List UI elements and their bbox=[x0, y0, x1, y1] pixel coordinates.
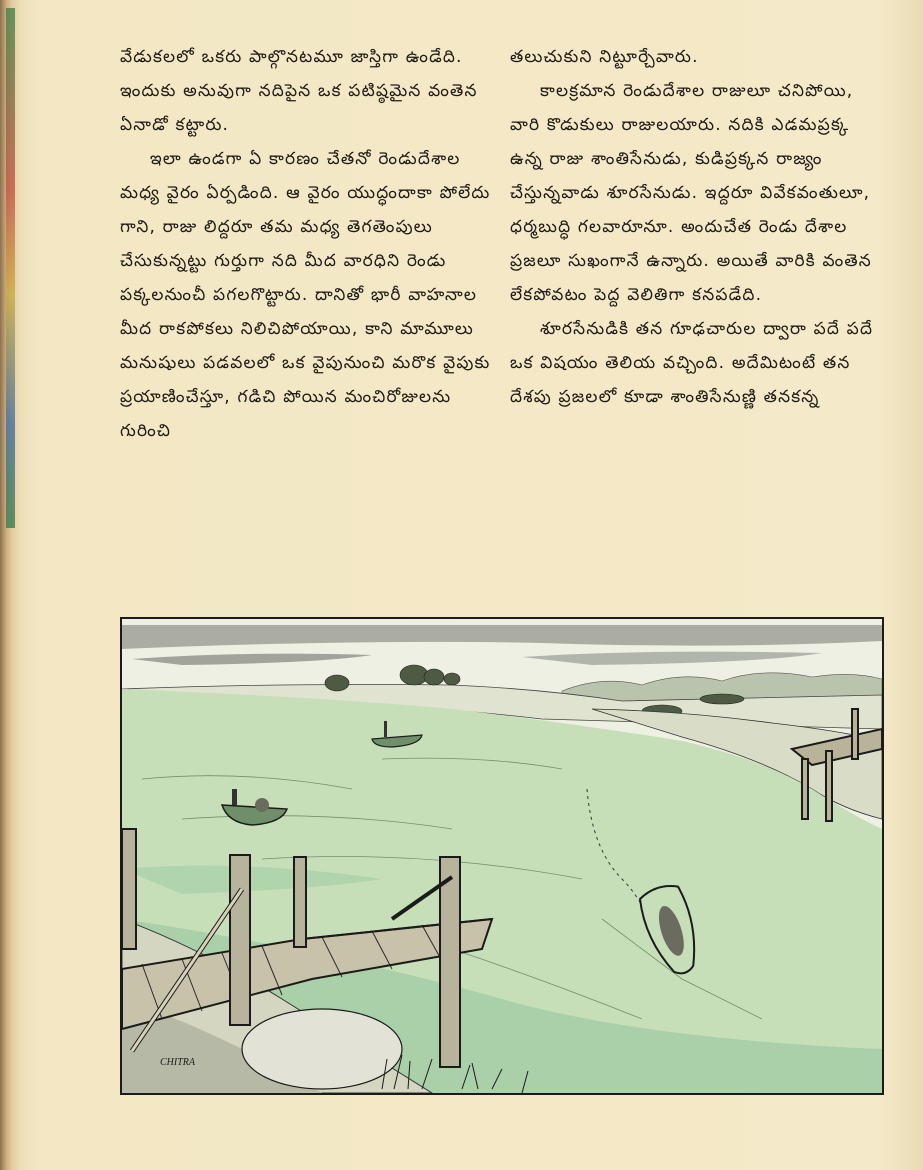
river-illustration bbox=[120, 617, 884, 1095]
spine-color-strip bbox=[6, 8, 15, 528]
left-text-column bbox=[120, 40, 492, 448]
paragraph: వేడుకలలో ఒకరు పాల్గొనటమూ జాస్తిగా ఉండేది. ఇందుకు అనువుగా నదిపైన ఒక పటిష్ఠమైన వంతెన ఏనాడో కట్టారు. bbox=[120, 47, 478, 135]
artist-signature: CHITRA bbox=[160, 1057, 195, 1068]
right-text-column bbox=[510, 40, 886, 414]
paragraph: శూరసేనుడికి తన గూఢచారుల ద్వారా పదే పదే ఒక విషయం తెలియ వచ్చింది. అదేమిటంటే తన దేశపు ప్రజలలో కూడా శాంతిసేనుణ్ణి తనకన్న bbox=[510, 319, 874, 407]
binding-spine bbox=[0, 0, 20, 1170]
paragraph: ఇలా ఉండగా ఏ కారణం చేతనో రెండుదేశాల మధ్య వైరం ఏర్పడింది. ఆ వైరం యుద్ధందాకా పోలేదు గాని, రాజు లిద్దరూ తమ మధ్య తెగతెంపులు చేసుకున్నట్టు గుర్తుగా నది మీద వారధిని రెండు పక్కలనుంచీ పగలగొట్టారు. దానితో భారీ వాహనాల మీద రాకపోకలు నిలిచిపోయాయి, కాని మామూలు మనుషులు పడవలలో ఒక వైపునుంచి మరొక వైపుకు ప్రయాణించేస్తూ, గడిచి పోయిన మంచిరోజులను గురించి bbox=[120, 149, 491, 441]
paragraph: తలుచుకుని నిట్టూర్చేవారు. bbox=[510, 47, 699, 67]
river-scene-drawing bbox=[122, 619, 882, 1093]
paragraph: కాలక్రమాన రెండుదేశాల రాజులూ చనిపోయి, వారి కొడుకులు రాజులయారు. నదికి ఎడమప్రక్క ఉన్న రాజు శాంతిసేనుడు, కుడిప్రక్కన రాజ్యం చేస్తున్నవాడు శూరసేనుడు. ఇద్దరూ వివేకవంతులూ, ధర్మబుద్ధి గలవారూనూ. అందుచేత రెండు దేశాల ప్రజలూ సుఖంగానే ఉన్నారు. అయితే వారికి వంతెన లేకపోవటం పెద్ద వెలితిగా కనపడేది. bbox=[510, 81, 872, 305]
